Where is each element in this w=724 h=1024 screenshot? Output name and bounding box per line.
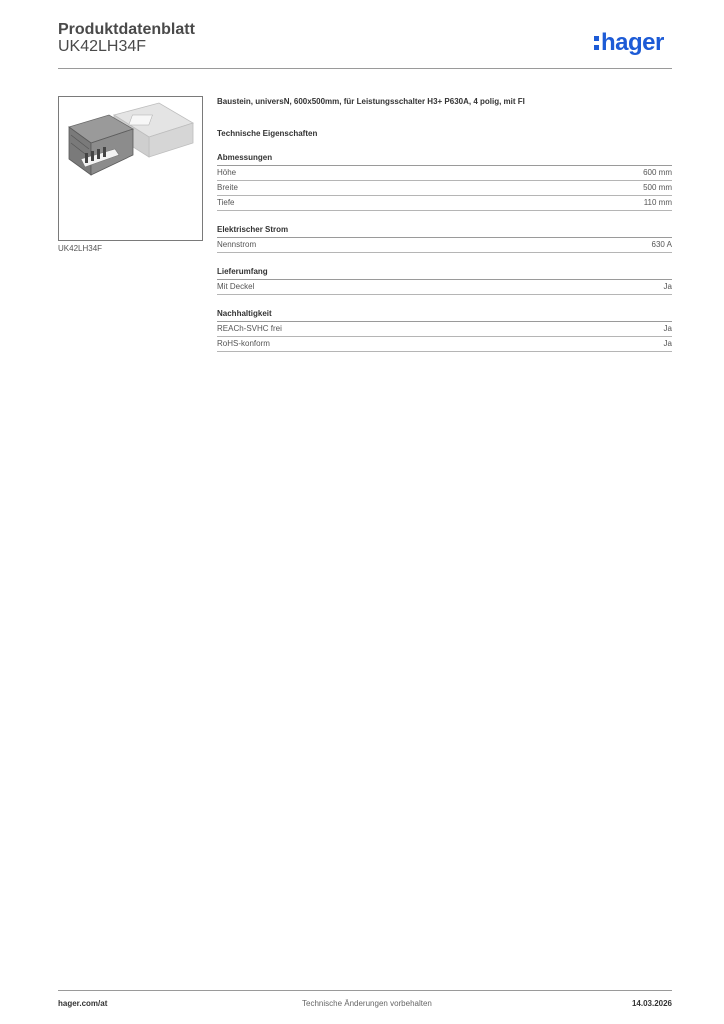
table-row bbox=[217, 280, 672, 295]
group-title: Nachhaltigkeit bbox=[217, 309, 672, 322]
row-value: 500 mm bbox=[643, 183, 672, 192]
product-details bbox=[217, 96, 672, 352]
group-title: Lieferumfang bbox=[217, 267, 672, 280]
row-label: REACh-SVHC frei bbox=[217, 324, 282, 333]
group-electrical-current bbox=[217, 225, 672, 253]
footer-website-link[interactable]: hager.com/at bbox=[58, 999, 108, 1008]
row-label: RoHS-konform bbox=[217, 339, 270, 348]
row-value: Ja bbox=[663, 339, 672, 348]
header-divider bbox=[58, 68, 672, 69]
row-value: 630 A bbox=[651, 240, 672, 249]
row-value: 600 mm bbox=[643, 168, 672, 177]
product-description: Baustein, universN, 600x500mm, für Leistungsschalter H3+ P630A, 4 polig, mit FI bbox=[217, 97, 525, 106]
table-row bbox=[217, 181, 672, 196]
image-caption: UK42LH34F bbox=[58, 244, 103, 253]
row-value: Ja bbox=[663, 282, 672, 291]
row-label: Tiefe bbox=[217, 198, 235, 207]
table-row bbox=[217, 238, 672, 253]
logo-colon-icon bbox=[594, 36, 599, 50]
footer-date: 14.03.2026 bbox=[631, 999, 672, 1008]
row-label: Höhe bbox=[217, 168, 237, 177]
table-row bbox=[217, 196, 672, 211]
page-title: Produktdatenblatt bbox=[58, 21, 195, 38]
footer-divider bbox=[58, 990, 672, 991]
group-dimensions bbox=[217, 153, 672, 211]
row-value: 110 mm bbox=[643, 198, 672, 207]
group-title: Abmessungen bbox=[217, 153, 672, 166]
row-label: Nennstrom bbox=[217, 240, 257, 249]
group-title: Elektrischer Strom bbox=[217, 225, 672, 238]
footer-notice: Technische Änderungen vorbehalten bbox=[302, 999, 432, 1008]
product-illustration bbox=[59, 97, 202, 240]
technical-properties-heading: Technische Eigenschaften bbox=[217, 129, 318, 138]
group-scope-of-delivery bbox=[217, 267, 672, 295]
hager-logo bbox=[594, 29, 664, 57]
table-row bbox=[217, 322, 672, 337]
group-sustainability bbox=[217, 309, 672, 352]
row-label: Breite bbox=[217, 183, 238, 192]
table-row bbox=[217, 166, 672, 181]
logo-text: hager bbox=[601, 29, 664, 56]
row-label: Mit Deckel bbox=[217, 282, 255, 291]
table-row bbox=[217, 337, 672, 352]
article-number: UK42LH34F bbox=[58, 38, 147, 55]
row-value: Ja bbox=[663, 324, 672, 333]
product-image bbox=[58, 96, 203, 241]
